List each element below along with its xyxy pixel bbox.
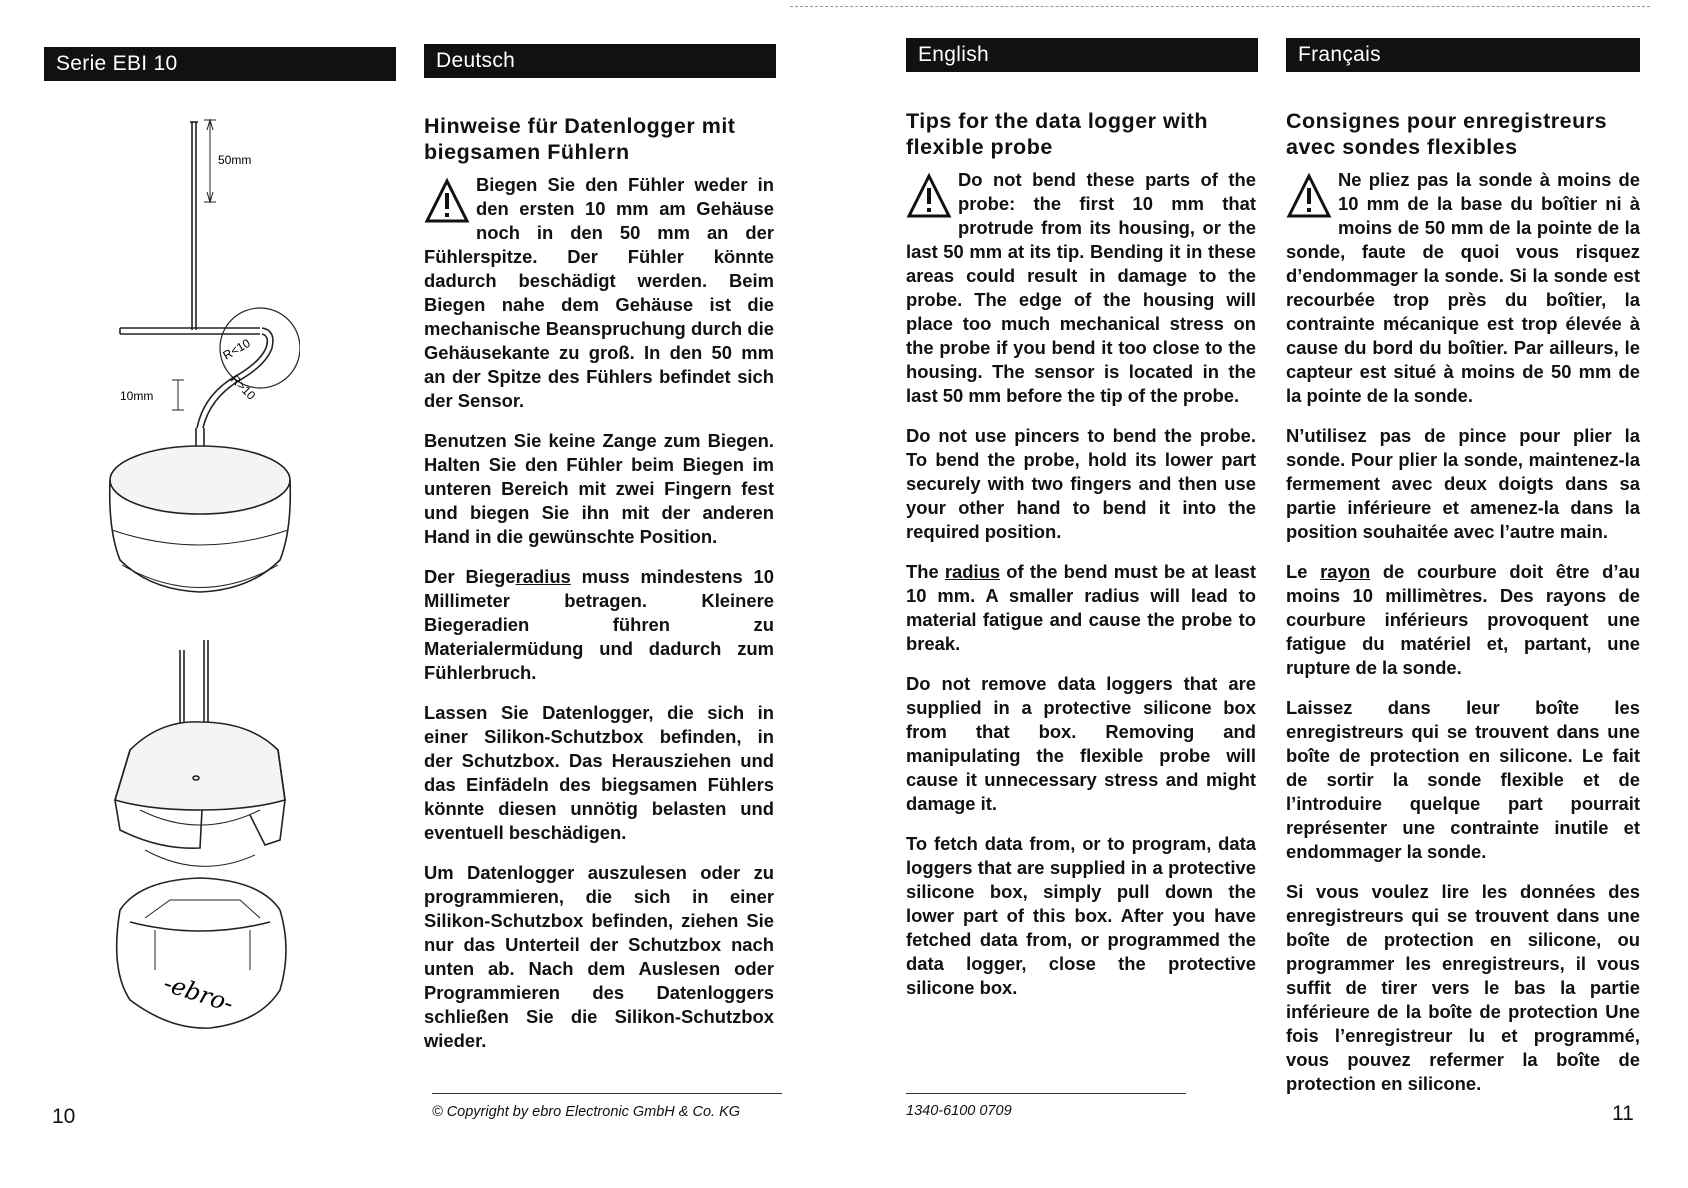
de-p3-pre: Der Biege (424, 566, 516, 587)
warning-icon (424, 177, 470, 227)
warning-icon (906, 172, 952, 222)
warning-icon (1286, 172, 1332, 222)
header-series (44, 47, 396, 81)
header-deutsch (424, 44, 776, 78)
document-number: 1340-6100 0709 (906, 1103, 1012, 1119)
de-p3-post: muss mindestens 10 Millimeter betragen. Kleinere Biegeradien führen zu Materialermüdung und dadurch zum Fühlerbruch. (424, 566, 775, 683)
fr-title: Consignes pour enregistreurs avec sondes flexibles (1286, 109, 1608, 159)
footer-rule-right (906, 1093, 1186, 1094)
de-paragraph-1: Biegen Sie den Fühler weder in den ersten 10 mm am Gehäuse noch in den 50 mm an der Fühlerspitze. Der Fühler könnte dadurch beschädigt werden. Beim Biegen nahe dem Gehäuse ist die mechanische Beanspruchung durch die Gehäusekante zu groß. In den 50 mm an der Spitze des Fühlers befindet sich der Sensor. (424, 174, 774, 411)
en-p3-radius: radius (944, 561, 1001, 582)
en-paragraph-2: Do not use pincers to bend the probe. To bend the probe, hold its lower part securely with two fingers and then use your other hand to bend it into the required position. (906, 425, 1256, 542)
ebro-logo: -ebro- (160, 969, 238, 1018)
de-paragraph-5: Um Datenlogger auszulesen oder zu programmieren, die sich in einer Silikon-Schutzbox befinden, ziehen Sie nur das Unterteil der Schutzbox nach unten ab. Nach dem Auslesen oder Programmieren des Datenloggers schließen Sie die Silikon-Schutzbox wieder. (424, 862, 774, 1051)
probe-illustration (100, 110, 300, 1060)
de-paragraph-3 (424, 565, 774, 685)
fr-paragraph-3 (1286, 560, 1640, 680)
fr-paragraph-5: Si vous voulez lire les données des enregistreurs qui se trouvent dans une boîte de protection en silicone, ou programmer les enregistreurs, il vous suffit de tirer vers le bas la partie inférieure de la boîte de protection Une fois l’enregistreur lu et programmé, vous pouvez refermer la boîte de protection en silicone. (1286, 881, 1640, 1094)
header-english (906, 38, 1258, 72)
column-deutsch (424, 113, 774, 1069)
header-english-label: English (918, 43, 989, 66)
footer-rule-left (432, 1093, 782, 1094)
label-r-gt-10: R>10 (227, 372, 259, 403)
column-francais (1286, 108, 1640, 1112)
en-paragraph-1: Do not bend these parts of the probe: the first 10 mm that protrude from its housing, or the last 50 mm at its tip. Bending it in these areas could result in damage to the probe. The edge of the housing will place too much mechanical stress on the probe if you bend it too close to the housing. The sensor is located in the last 50 mm before the tip of the probe. (906, 169, 1256, 406)
header-francais-label: Français (1298, 43, 1381, 66)
label-10mm: 10mm (120, 389, 154, 403)
header-series-label: Serie EBI 10 (56, 52, 178, 75)
en-warning (906, 168, 1256, 408)
bent-probe-drawing (120, 120, 300, 472)
header-deutsch-label: Deutsch (436, 49, 516, 72)
label-r-lt-10: R<10 (220, 335, 253, 363)
de-p3-radius: radius (515, 566, 571, 587)
silicone-box-drawing (115, 640, 285, 866)
fr-paragraph-1: Ne pliez pas la sonde à moins de 10 mm de la base du boîtier ni à moins de 50 mm de la pointe de la sonde, faute de quoi vous risquez d’endommager la sonde. Si la sonde est recourbée trop près du boîtier, la contrainte mécanique est trop élevée à cause du bord du boîtier. Par ailleurs, le capteur est situé à moins de 50 mm de la pointe de la sonde. (1286, 169, 1640, 406)
en-title: Tips for the data logger with flexible probe (906, 109, 1208, 159)
top-scan-line (790, 6, 1650, 7)
page-number-right: 11 (1612, 1102, 1634, 1125)
en-paragraph-4: Do not remove data loggers that are supplied in a protective silicone box from that box. Removing and manipulating the flexible probe will cause it unnecessary stress and might damage it. (906, 673, 1256, 814)
fr-paragraph-2: N’utilisez pas de pince pour plier la sonde. Pour plier la sonde, maintenez-la fermement avec deux doigts dans sa partie inférieure et amenez-la dans la position souhaitée avec l’autre main. (1286, 425, 1640, 542)
de-paragraph-2: Benutzen Sie keine Zange zum Biegen. Halten Sie den Fühler beim Biegen im unteren Bereich mit zwei Fingern fest und biegen Sie ihn mit der anderen Hand in die gewünschte Position. (424, 430, 774, 547)
page-number-left: 10 (52, 1105, 76, 1128)
column-english (906, 108, 1256, 1016)
fr-paragraph-4: Laissez dans leur boîte les enregistreurs qui se trouvent dans une boîte de protection en silicone. Le fait de sortir la sonde flexible et de l’introduire quelque part pourrait représenter une contrainte inutile et endommager la sonde. (1286, 697, 1640, 862)
en-paragraph-5: To fetch data from, or to program, data loggers that are supplied in a protective silicone box, simply pull down the lower part of this box. After you have fetched data from, or programmed the data logger, close the protective silicone box. (906, 833, 1256, 998)
en-p3-post: of the bend must be at least 10 mm. A smaller radius will lead to material fatigue and cause the probe to break. (906, 561, 1256, 654)
header-francais (1286, 38, 1640, 72)
de-paragraph-4: Lassen Sie Datenlogger, die sich in einer Silikon-Schutzbox befinden, in der Schutzbox. Das Herausziehen und das Einfädeln des biegsamen Fühlers könnte diesen unnötig belasten und eventuell beschädigen. (424, 702, 774, 843)
fr-p3-pre: Le (1286, 561, 1321, 582)
copyright-notice: © Copyright by ebro Electronic GmbH & Co. KG (432, 1104, 741, 1120)
de-title: Hinweise für Datenlogger mit biegsamen Fühlern (424, 114, 736, 164)
en-p3-pre: The (906, 561, 945, 582)
fr-p3-post: de courbure doit être d’au moins 10 millimètres. Des rayons de courbure inférieurs provoquent une fatigue du matériel et, partant, une rupture de la sonde. (1286, 561, 1640, 678)
fr-p3-rayon: rayon (1320, 561, 1371, 582)
label-50mm: 50mm (218, 153, 252, 167)
fr-warning (1286, 168, 1640, 408)
de-warning (424, 173, 774, 413)
logger-housing-drawing (110, 446, 291, 592)
en-paragraph-3 (906, 560, 1256, 656)
